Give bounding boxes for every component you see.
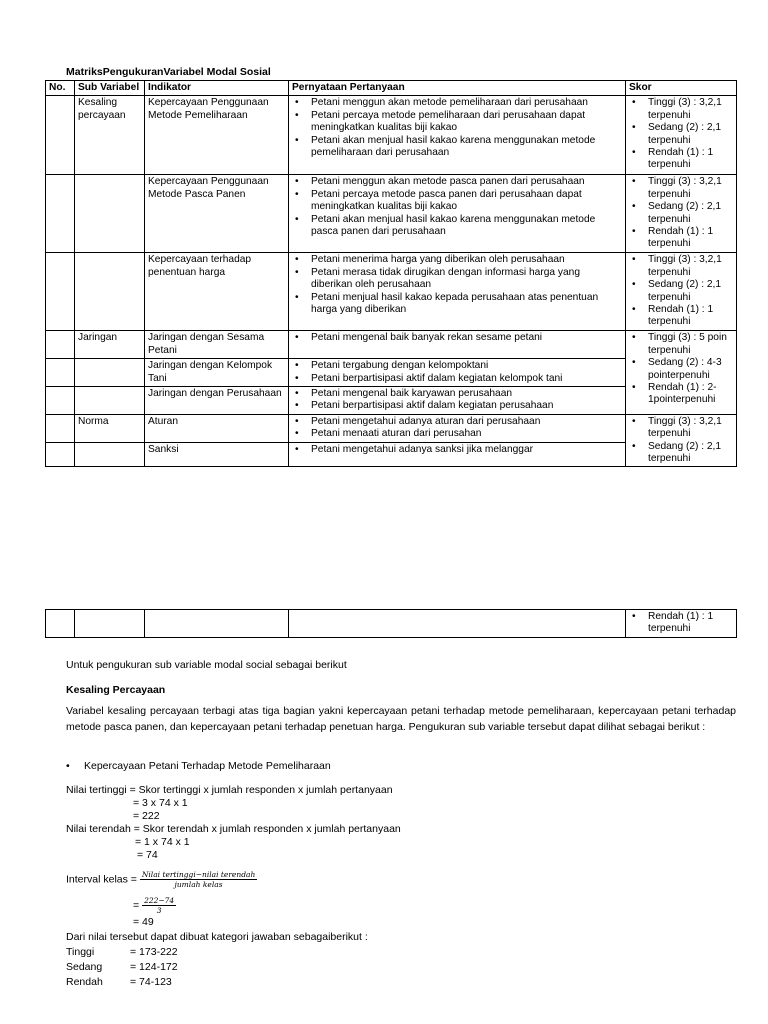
table-row xyxy=(46,331,737,359)
fraction-denominator: jumlah kelas xyxy=(174,880,223,889)
kategori-label-sedang: Sedang xyxy=(66,961,103,973)
interval-result: = 49 xyxy=(133,916,154,928)
sub-variabel-kesaling: Kesaling percayaan xyxy=(75,96,145,175)
list-item: • Sedang (2) : 2,1 terpenuhi xyxy=(629,279,733,304)
kategori-value-sedang: = 124-172 xyxy=(130,961,178,973)
list-item: • Rendah (1) : 1 terpenuhi xyxy=(629,226,733,251)
header-indikator: Indikator xyxy=(145,81,289,96)
indikator-cell: Jaringan dengan Perusahaan xyxy=(145,387,289,415)
calc-tinggi-line-3: = 222 xyxy=(133,810,160,822)
equals-sign: = xyxy=(133,899,140,912)
interval-substitution xyxy=(133,896,176,915)
calc-tinggi-line-1: Nilai tertinggi = Skor tertinggi x jumlah responden x jumlah pertanyaan xyxy=(66,784,393,796)
header-sub-variabel: Sub Variabel xyxy=(75,81,145,96)
list-item: • Tinggi (3) : 3,2,1 terpenuhi xyxy=(629,416,733,441)
interval-fraction-values xyxy=(142,896,176,915)
table-row xyxy=(46,610,737,638)
list-item: • Petani menjual hasil kakao kepada perusahaan atas penentuan harga yang diberikan xyxy=(292,292,622,317)
indikator-cell: Kepercayaan Penggunaan Metode Pasca Panen xyxy=(145,175,289,253)
kategori-label-tinggi: Tinggi xyxy=(66,946,95,958)
list-item: • Tinggi (3) : 3,2,1 terpenuhi xyxy=(629,97,733,122)
matrix-table-continued xyxy=(45,609,737,638)
list-item: • Rendah (1) : 1 terpenuhi xyxy=(629,147,733,172)
list-item: • Petani tergabung dengan kelompoktani xyxy=(292,360,622,372)
section-paragraph: Variabel kesaling percayaan terbagi atas tiga bagian yakni kepercayaan petani terhadap metode pemeliharaan, kepercayaan petani terhadap metode pasca panen, dan kepercayaan petani terhadap penetuan harga. Pengukuran sub variable tersebut dapat dilihat sebagai berikut : xyxy=(66,705,736,733)
fraction-numerator: 222−74 xyxy=(144,896,175,905)
table-row xyxy=(46,96,737,175)
header-pernyataan: Pernyataan Pertanyaan xyxy=(289,81,626,96)
interval-fraction xyxy=(140,870,257,889)
list-item: • Petani mengetahui adanya sanksi jika melanggar xyxy=(292,444,622,456)
table-row xyxy=(46,414,737,442)
list-item: • Tinggi (3) : 5 poin terpenuhi xyxy=(629,332,733,357)
header-row xyxy=(46,81,737,96)
list-item: • Petani mengenal baik banyak rekan sesame petani xyxy=(292,332,622,344)
kategori-value-rendah: = 74-123 xyxy=(130,976,172,988)
header-skor: Skor xyxy=(626,81,737,96)
indikator-cell: Jaringan dengan Kelompok Tani xyxy=(145,359,289,387)
list-item: • Rendah (1) : 2-1pointerpenuhi xyxy=(629,382,733,407)
bullet-item xyxy=(66,758,331,774)
list-item: • Petani berpartisipasi aktif dalam kegiatan kelompok tani xyxy=(292,373,622,385)
fraction-denominator: 3 xyxy=(156,906,162,915)
list-item: • Rendah (1) : 1 terpenuhi xyxy=(629,304,733,329)
indikator-cell: Kepercayaan terhadap penentuan harga xyxy=(145,253,289,331)
kategori-intro: Dari nilai tersebut dapat dibuat kategori jawaban sebagaiberikut : xyxy=(66,931,368,943)
calc-rendah-line-2: = 1 x 74 x 1 xyxy=(135,836,190,848)
list-item: • Rendah (1) : 1 terpenuhi xyxy=(629,611,733,636)
indikator-cell: Aturan xyxy=(145,414,289,442)
bullet-icon: • xyxy=(66,760,70,772)
kategori-label-rendah: Rendah xyxy=(66,976,103,988)
calc-rendah-line-3: = 74 xyxy=(137,849,158,861)
fraction-numerator: Nilai tertinggi−nilai terendah xyxy=(141,870,256,879)
list-item: • Petani akan menjual hasil kakao karena menggunakan metode pemeliharaan dari perusahaan xyxy=(292,135,622,160)
kategori-value-tinggi: = 173-222 xyxy=(130,946,178,958)
table-row xyxy=(46,175,737,253)
sub-variabel-norma: Norma xyxy=(75,414,145,442)
interval-formula xyxy=(66,870,257,889)
list-item: • Petani menggun akan metode pemeliharaan dari perusahaan xyxy=(292,97,622,109)
list-item: • Petani merasa tidak dirugikan dengan informasi harga yang diberikan oleh perusahaan xyxy=(292,267,622,292)
list-item: • Sedang (2) : 2,1 terpenuhi xyxy=(629,201,733,226)
indikator-cell: Kepercayaan Penggunaan Metode Pemeliharaan xyxy=(145,96,289,175)
list-item: • Petani menggun akan metode pasca panen dari perusahaan xyxy=(292,176,622,188)
list-item: • Sedang (2) : 2,1 terpenuhi xyxy=(629,441,733,466)
list-item: • Petani percaya metode pemeliharaan dari perusahaan dapat meningkatkan kualitas biji kakao xyxy=(292,110,622,135)
intro-text: Untuk pengukuran sub variable modal social sebagai berikut xyxy=(66,659,347,671)
matrix-title: MatriksPengukuranVariabel Modal Sosial xyxy=(66,66,271,78)
calc-rendah-line-1: Nilai terendah = Skor terendah x jumlah responden x jumlah pertanyaan xyxy=(66,823,401,835)
sub-variabel-jaringan: Jaringan xyxy=(75,331,145,359)
matrix-table xyxy=(45,80,737,467)
list-item: • Petani akan menjual hasil kakao karena menggunakan metode pasca panen dari perusahaan xyxy=(292,214,622,239)
table-row xyxy=(46,253,737,331)
list-item: • Tinggi (3) : 3,2,1 terpenuhi xyxy=(629,176,733,201)
indikator-cell: Jaringan dengan Sesama Petani xyxy=(145,331,289,359)
list-item: • Petani mengetahui adanya aturan dari perusahaan xyxy=(292,416,622,428)
indikator-cell: Sanksi xyxy=(145,443,289,467)
header-no: No. xyxy=(46,81,75,96)
list-item: • Petani berpartisipasi aktif dalam kegiatan perusahaan xyxy=(292,400,622,412)
list-item: • Tinggi (3) : 3,2,1 terpenuhi xyxy=(629,254,733,279)
bullet-text: Kepercayaan Petani Terhadap Metode Pemeliharaan xyxy=(84,760,331,772)
section-heading: Kesaling Percayaan xyxy=(66,684,166,696)
list-item: • Petani menerima harga yang diberikan oleh perusahaan xyxy=(292,254,622,266)
list-item: • Sedang (2) : 2,1 terpenuhi xyxy=(629,122,733,147)
list-item: • Sedang (2) : 4-3 pointerpenuhi xyxy=(629,357,733,382)
interval-label: Interval kelas = xyxy=(66,873,140,886)
list-item: • Petani percaya metode pasca panen dari perusahaan dapat meningkatkan kualitas biji kakao xyxy=(292,189,622,214)
list-item: • Petani menaati aturan dari perusahan xyxy=(292,428,622,440)
list-item: • Petani mengenal baik karyawan perusahaan xyxy=(292,388,622,400)
calc-tinggi-line-2: = 3 x 74 x 1 xyxy=(133,797,188,809)
